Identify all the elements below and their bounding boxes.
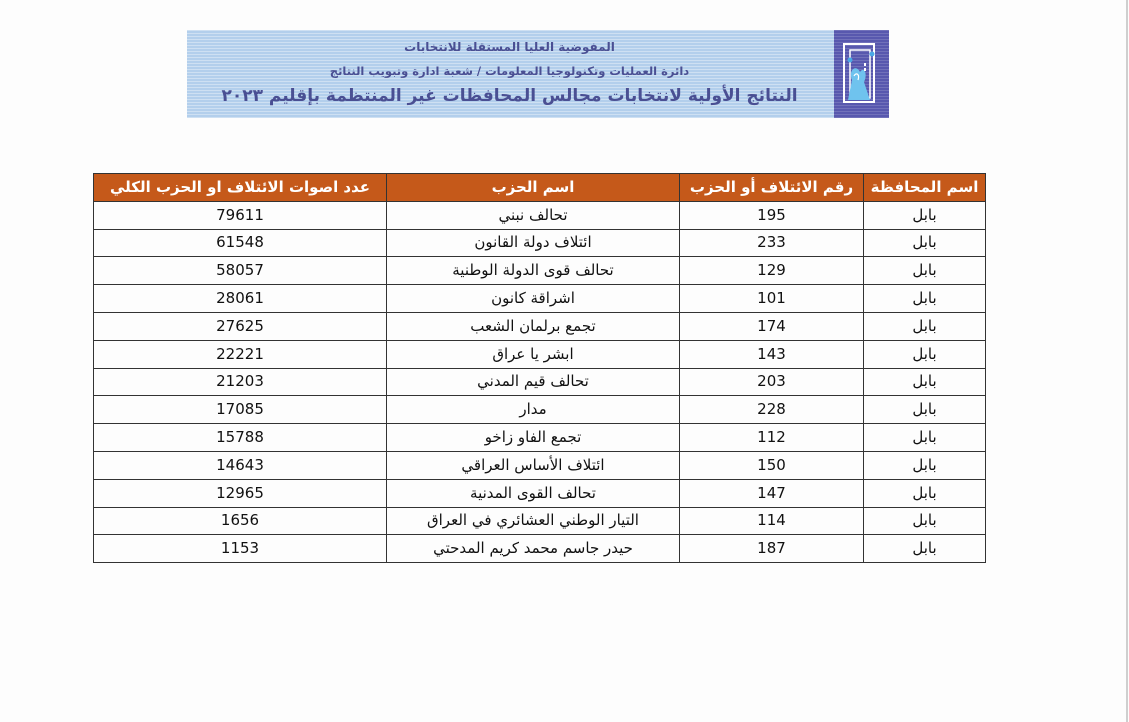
- cell-party-number: 195: [680, 201, 864, 229]
- table-row: [94, 451, 986, 479]
- cell-votes: 61548: [94, 229, 387, 257]
- cell-party-number: 101: [680, 285, 864, 313]
- cell-votes: 1656: [94, 507, 387, 535]
- cell-votes: 12965: [94, 479, 387, 507]
- table-row: [94, 535, 986, 563]
- table-row: [94, 229, 986, 257]
- cell-party-name: حيدر جاسم محمد كريم المدحتي: [387, 535, 680, 563]
- cell-votes: 58057: [94, 257, 387, 285]
- cell-party-number: 233: [680, 229, 864, 257]
- cell-party-name: تحالف القوى المدنية: [387, 479, 680, 507]
- cell-party-number: 187: [680, 535, 864, 563]
- table-header-row: [94, 174, 986, 202]
- cell-party-number: 228: [680, 396, 864, 424]
- cell-governorate: بابل: [864, 424, 986, 452]
- cell-votes: 15788: [94, 424, 387, 452]
- cell-governorate: بابل: [864, 340, 986, 368]
- cell-party-name: ائتلاف دولة القانون: [387, 229, 680, 257]
- cell-governorate: بابل: [864, 229, 986, 257]
- cell-party-name: مدار: [387, 396, 680, 424]
- column-header-party-number: رقم الائتلاف أو الحزب: [680, 174, 864, 202]
- cell-party-name: تجمع الفاو زاخو: [387, 424, 680, 452]
- cell-governorate: بابل: [864, 396, 986, 424]
- ihec-logo-icon: [834, 30, 889, 118]
- cell-party-number: 150: [680, 451, 864, 479]
- cell-governorate: بابل: [864, 285, 986, 313]
- table-row: [94, 424, 986, 452]
- cell-votes: 1153: [94, 535, 387, 563]
- cell-governorate: بابل: [864, 368, 986, 396]
- cell-party-number: 147: [680, 479, 864, 507]
- department-name: دائرة العمليات وتكنولوجيا المعلومات / شعبة ادارة وتبويب النتائج: [329, 64, 690, 78]
- cell-party-name: تحالف قوى الدولة الوطنية: [387, 257, 680, 285]
- page-edge: [1126, 0, 1128, 722]
- column-header-party-name: اسم الحزب: [387, 174, 680, 202]
- cell-votes: 27625: [94, 312, 387, 340]
- table-row: [94, 285, 986, 313]
- cell-party-number: 112: [680, 424, 864, 452]
- cell-party-name: تجمع برلمان الشعب: [387, 312, 680, 340]
- banner-text: [187, 30, 832, 118]
- cell-party-name: ابشر يا عراق: [387, 340, 680, 368]
- cell-party-name: تحالف قيم المدني: [387, 368, 680, 396]
- table-row: [94, 479, 986, 507]
- cell-party-number: 174: [680, 312, 864, 340]
- results-table: [93, 173, 986, 563]
- cell-votes: 28061: [94, 285, 387, 313]
- header-banner: [187, 30, 889, 118]
- table-row: [94, 312, 986, 340]
- table-row: [94, 507, 986, 535]
- table-row: [94, 340, 986, 368]
- cell-governorate: بابل: [864, 201, 986, 229]
- cell-governorate: بابل: [864, 451, 986, 479]
- cell-votes: 21203: [94, 368, 387, 396]
- column-header-total-votes: عدد اصوات الائتلاف او الحزب الكلي: [94, 174, 387, 202]
- cell-votes: 22221: [94, 340, 387, 368]
- cell-governorate: بابل: [864, 257, 986, 285]
- table-row: [94, 396, 986, 424]
- cell-votes: 17085: [94, 396, 387, 424]
- cell-governorate: بابل: [864, 479, 986, 507]
- cell-governorate: بابل: [864, 535, 986, 563]
- table-row: [94, 257, 986, 285]
- cell-party-name: التيار الوطني العشائري في العراق: [387, 507, 680, 535]
- column-header-governorate: اسم المحافظة: [864, 174, 986, 202]
- commission-name: المفوضية العليا المستقلة للانتخابات: [404, 40, 615, 54]
- cell-votes: 79611: [94, 201, 387, 229]
- cell-party-number: 114: [680, 507, 864, 535]
- cell-votes: 14643: [94, 451, 387, 479]
- cell-governorate: بابل: [864, 507, 986, 535]
- document-title: النتائج الأولية لانتخابات مجالس المحافظات غير المنتظمة بإقليم ٢٠٢٣: [221, 86, 798, 106]
- cell-party-name: ائتلاف الأساس العراقي: [387, 451, 680, 479]
- cell-party-number: 129: [680, 257, 864, 285]
- cell-party-number: 143: [680, 340, 864, 368]
- table-row: [94, 201, 986, 229]
- cell-party-name: اشراقة كانون: [387, 285, 680, 313]
- cell-party-name: تحالف نبني: [387, 201, 680, 229]
- cell-governorate: بابل: [864, 312, 986, 340]
- cell-party-number: 203: [680, 368, 864, 396]
- table-row: [94, 368, 986, 396]
